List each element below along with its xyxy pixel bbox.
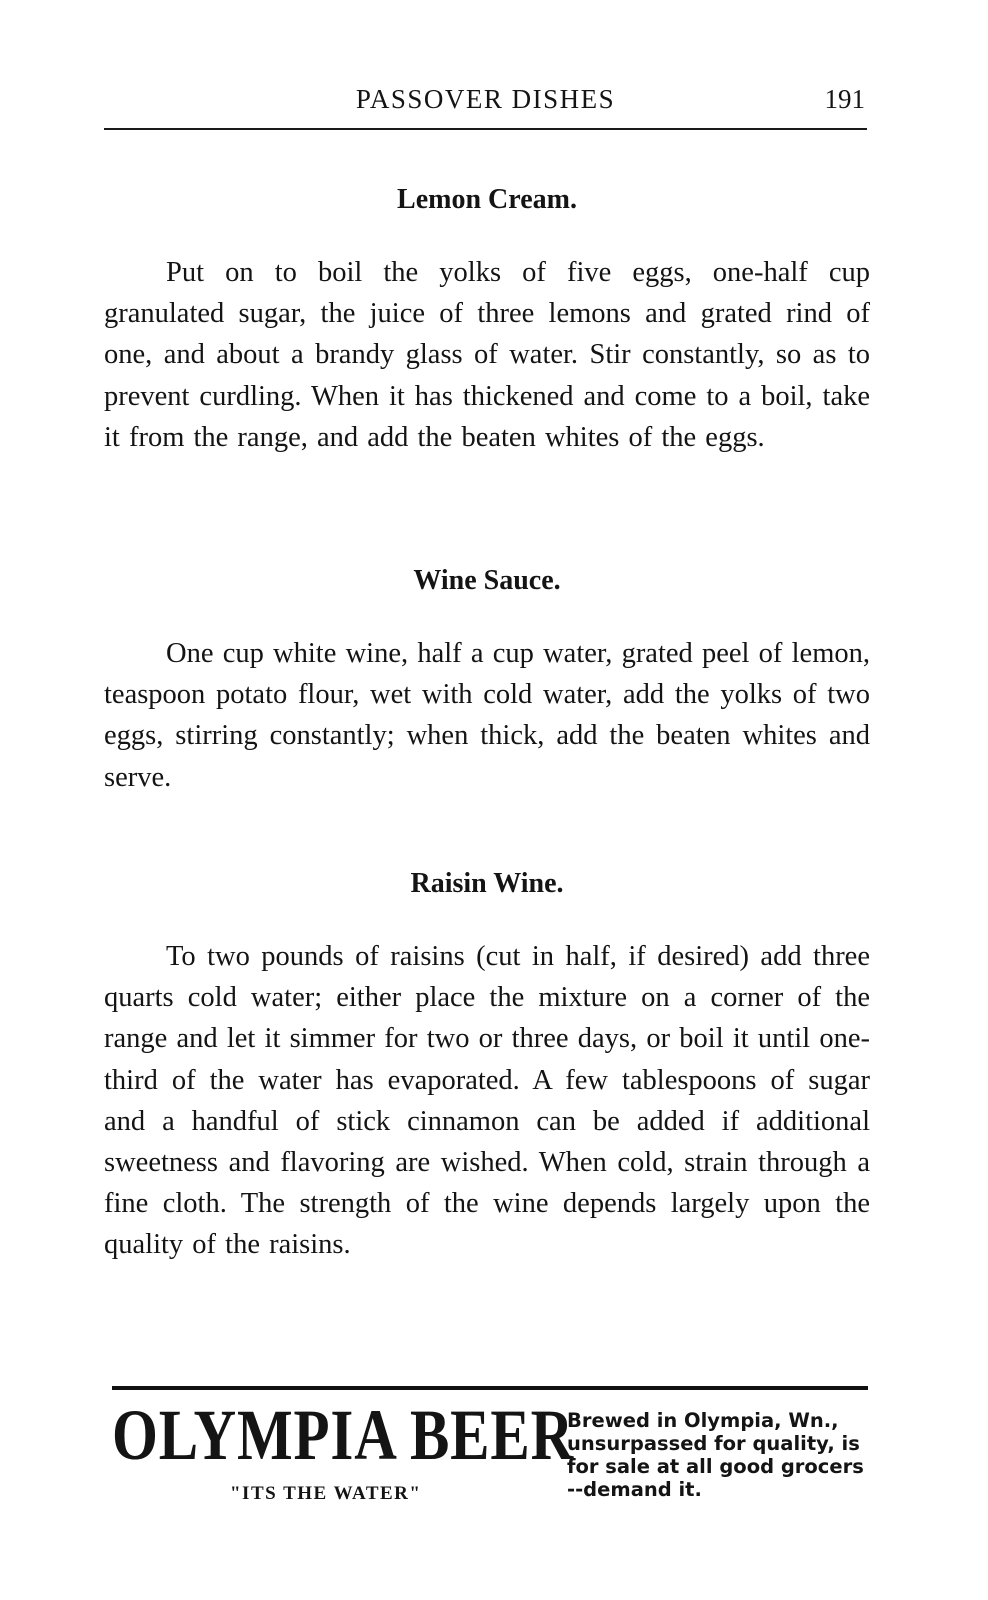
recipe-body: Put on to boil the yolks of five eggs, one-half cup granulated sugar, the juice of three lemons and grated rind of one, and about a brandy glass of water. Stir constantly, so as to prevent curdling. When it has thickened and come to a boil, take it from the range, and add the beaten whites of the eggs. bbox=[104, 257, 870, 453]
page-number: 191 bbox=[824, 84, 865, 114]
advertisement-text bbox=[567, 1409, 877, 1501]
recipe-title: Lemon Cream. bbox=[397, 184, 577, 215]
running-title: PASSOVER DISHES bbox=[355, 84, 616, 114]
header-rule bbox=[104, 128, 867, 130]
recipe-title: Wine Sauce. bbox=[413, 565, 561, 596]
recipe-wine-sauce bbox=[104, 563, 870, 798]
recipe-raisin-wine bbox=[104, 866, 870, 1266]
advertisement-line: unsurpassed for quality, is bbox=[567, 1432, 860, 1455]
recipe-body: One cup white wine, half a cup water, grated peel of lemon, teaspoon potato flour, wet with cold water, add the yolks of two eggs, stirring constantly; when thick, add the beaten whites and serve. bbox=[104, 638, 870, 793]
recipe-lemon-cream bbox=[104, 182, 870, 458]
advertisement-slogan: "ITS THE WATER" bbox=[230, 1483, 422, 1504]
page-header bbox=[104, 84, 867, 128]
recipe-body: To two pounds of raisins (cut in half, if desired) add three quarts cold water; either place the mixture on a corner of the range and let it simmer for two or three days, or boil it until one-third of the water has evaporated. A few tablespoons of sugar and a handful of stick cinnamon can be added if additional sweetness and flavoring are wished. When cold, strain through a fine cloth. The strength of the wine depends largely upon the quality of the raisins. bbox=[104, 941, 870, 1261]
advertisement-rule bbox=[112, 1386, 868, 1390]
advertisement bbox=[112, 1395, 872, 1525]
advertisement-line: Brewed in Olympia, Wn., bbox=[567, 1409, 839, 1432]
advertisement-line: --demand it. bbox=[567, 1478, 702, 1501]
recipe-title: Raisin Wine. bbox=[410, 868, 564, 899]
advertisement-line: for sale at all good grocers bbox=[567, 1455, 864, 1478]
advertisement-brand: OLYMPIA BEER bbox=[112, 1395, 575, 1475]
